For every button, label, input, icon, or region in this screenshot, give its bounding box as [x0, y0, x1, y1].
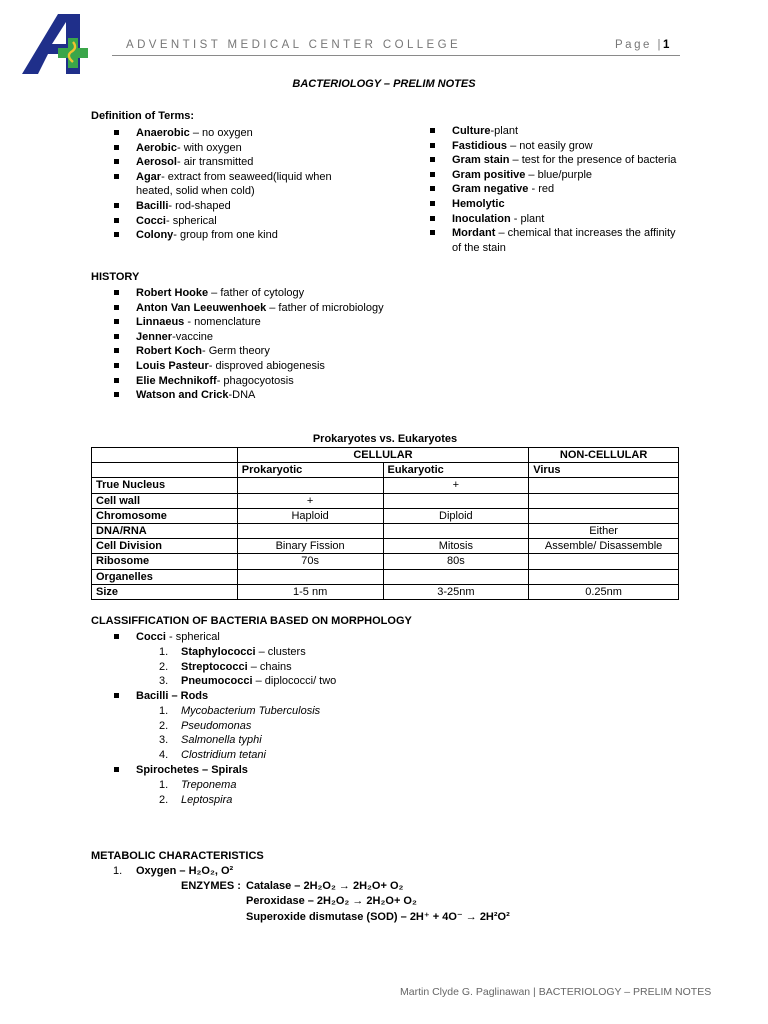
table-row	[92, 463, 679, 478]
list-item: 2. Pseudomonas	[159, 719, 252, 732]
list-item: Gram positive – blue/purple	[452, 168, 682, 183]
table-row: Organelles	[92, 569, 679, 584]
list-item: Hemolytic	[452, 197, 682, 212]
list-item: Cocci- spherical	[136, 214, 346, 229]
history-heading: HISTORY	[91, 271, 140, 283]
oxygen-line: Oxygen – H₂O₂, O²	[136, 865, 234, 877]
list-item: Inoculation - plant	[452, 212, 682, 227]
classification-list	[136, 630, 536, 645]
table-row: True Nucleus +	[92, 478, 679, 493]
list-item: Louis Pasteur- disproved abiogenesis	[136, 359, 536, 374]
list-item: Bacilli- rod-shaped	[136, 199, 346, 214]
list-item: 3. Pneumococci – diplococci/ two	[159, 675, 337, 688]
document-title: BACTERIOLOGY – PRELIM NOTES	[292, 78, 476, 90]
list-item: Robert Hooke – father of cytology	[136, 286, 536, 301]
list-item: Aerobic- with oxygen	[136, 141, 346, 156]
list-item: Aerosol- air transmitted	[136, 155, 346, 170]
list-item: Bacilli – Rods	[136, 689, 536, 704]
list-item: Agar- extract from seaweed(liquid when heated, solid when cold)	[136, 170, 346, 199]
metabolic-heading: METABOLIC CHARACTERISTICS	[91, 850, 264, 862]
list-item: Robert Koch- Germ theory	[136, 344, 536, 359]
list-item: Watson and Crick-DNA	[136, 388, 536, 403]
list-item: Cocci - spherical	[136, 630, 536, 645]
page-number: 1	[663, 39, 670, 51]
page-footer: Martin Clyde G. Paglinawan | BACTERIOLOGY – PRELIM NOTES	[400, 986, 712, 998]
list-item: Mordant – chemical that increases the affinity of the stain	[452, 226, 682, 255]
list-item: Anaerobic – no oxygen	[136, 126, 346, 141]
list-item: 1. Mycobacterium Tuberculosis	[159, 705, 321, 717]
catalase-line: Catalase – 2H₂O₂ → 2H₂O+ O₂	[246, 880, 404, 892]
enzymes-label: ENZYMES :	[181, 880, 241, 892]
bacilli-list	[159, 704, 581, 762]
definitions-left-list	[136, 126, 346, 243]
page-indicator	[615, 39, 669, 51]
list-item: Spirochetes – Spirals	[136, 763, 536, 778]
list-item: Gram negative - red	[452, 182, 682, 197]
list-item: 1. Staphylococci – clusters	[159, 646, 306, 658]
comparison-table	[91, 447, 679, 600]
classification-list	[136, 763, 536, 778]
table-row: Size 1-5 nm 3-25nm 0.25nm	[92, 584, 679, 599]
list-item: 2. Leptospira	[159, 793, 233, 806]
table-row: Ribosome 70s 80s	[92, 554, 679, 569]
list-item: 3. Salmonella typhi	[159, 734, 262, 747]
definitions-right-list	[452, 124, 682, 255]
header-eukaryotic: Eukaryotic	[383, 463, 529, 478]
header-noncellular: NON-CELLULAR	[529, 448, 679, 463]
list-item: Gram stain – test for the presence of bacteria	[452, 153, 682, 168]
table-title: Prokaryotes vs. Eukaryotes	[312, 433, 458, 445]
list-item: 1. Treponema	[159, 779, 237, 791]
college-name: ADVENTIST MEDICAL CENTER COLLEGE	[126, 39, 462, 51]
list-item: 4. Clostridium tetani	[159, 748, 266, 761]
list-item: 2. Streptococci – chains	[159, 660, 292, 673]
list-item: Elie Mechnikoff- phagocyotosis	[136, 374, 536, 389]
cocci-list	[159, 645, 581, 689]
metabolic-item-number: 1.	[113, 865, 123, 877]
peroxidase-line: Peroxidase – 2H₂O₂ → 2H₂O+ O₂	[246, 895, 417, 907]
definitions-heading: Definition of Terms:	[91, 110, 195, 122]
header-virus: Virus	[529, 463, 679, 478]
list-item: Fastidious – not easily grow	[452, 139, 682, 154]
list-item: Linnaeus - nomenclature	[136, 315, 536, 330]
header-cellular: CELLULAR	[237, 448, 528, 463]
header-rule	[112, 55, 680, 56]
table-row	[92, 448, 679, 463]
header-prokaryotic: Prokaryotic	[237, 463, 383, 478]
table-row: Chromosome Haploid Diploid	[92, 508, 679, 523]
college-logo	[22, 14, 94, 76]
sod-line: Superoxide dismutase (SOD) – 2H⁺ + 4O⁻ → 2H²O²	[246, 911, 510, 923]
list-item: Anton Van Leeuwenhoek – father of microbiology	[136, 301, 536, 316]
table-row: Cell Division Binary Fission Mitosis Assemble/ Disassemble	[92, 539, 679, 554]
page-label: Page |	[615, 39, 664, 51]
table-row: Cell wall +	[92, 493, 679, 508]
list-item: Jenner-vaccine	[136, 330, 536, 345]
table-row: DNA/RNA Either	[92, 523, 679, 538]
history-list	[136, 286, 536, 403]
list-item: Colony- group from one kind	[136, 228, 346, 243]
list-item: Culture-plant	[452, 124, 682, 139]
spirochetes-list	[159, 778, 581, 807]
classification-heading: CLASSIFFICATION OF BACTERIA BASED ON MORPHOLOGY	[91, 615, 412, 627]
classification-list	[136, 689, 536, 704]
